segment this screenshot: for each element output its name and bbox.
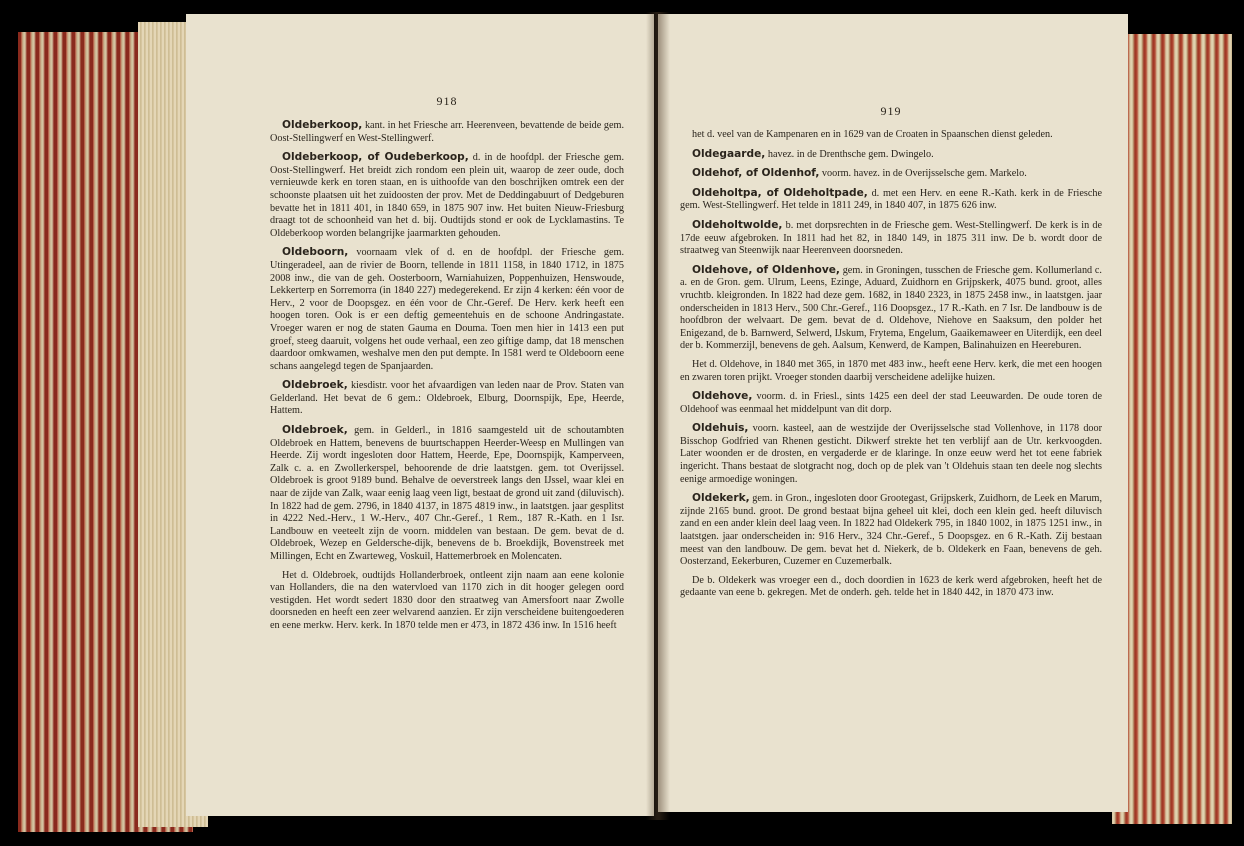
dictionary-entry [680,148,1102,162]
dictionary-entry [270,424,624,564]
entry-list [680,129,1102,600]
entry-text: Het d. Oldebroek, oudtijds Hollanderbroek, ontleent zijn naam aan eene kolonie van Hollanders, die na den watervloed van 1170 zich in dit hooger gelegen oord vestigden. Het wordt sedert 1830 door den straatweg van Amersfoort naar Zwolle doorsneden en heeft een zeer welvarend aanzien. Er zijn verscheidene buitengoederen en eene merkw. Herv. kerk. In 1870 telde men er 473, in 1872 436 inw. In 1516 heeft [270,569,624,631]
entry-text: d. in de hoofdpl. der Friesche gem. Oost-Stellingwerf. Het breidt zich rondom een plein uit, waarop de zeer oude, doch vernieuwde kerk en toren staan, en is uithoofde van den boschrijken omtrek een der schoonste plaatsen uit het zuidoosten der prov. Met de Deddingabuurt of Dedgeburen bevatte het in 1811 401, in 1840 659, in 1875 907 inw. Het buiten Nieuw-Friesburg draagt tot de schoonheid van het d. bij. Oudtijds stond er ook de Lycklamastins. Te Oldeberkoop worden belangrijke jaarmarkten gehouden. [270,152,624,239]
entry-text: gem. in Groningen, tusschen de Friesche gem. Kollumerland c. a. en de Gron. gem. Ulrum, Leens, Ezinge, Aduard, Zuidhorn en Grijpskerk, 4075 bund. groot, alles vruchtb. kleigronden. In 1822 had deze gem. 1682, in 1840 2323, in 1875 2458 inw., in laatstgen. jaar onderscheiden in 1813 Herv., 500 Chr.-Geref., 116 Doopsgez., 17 R.-Kath. en 7 Isr. De landbouw is de hoofdbron der welvaart. De gem. bevat de d. Oldehove, Niehove en Saaksum, den polder het Enigezand, de b. Barnwerd, Selwerd, IJskum, Frytema, Engelum, Gaaikemaweer en Uiterdijk, een deel der b. Kommerzijl, benevens de geh. Aalsum, Kenwerd, de Kampen, Balinahuizen en Heereburen. [680,264,1102,352]
entry-text: gem. in Gelderl., in 1816 saamgesteld uit de schoutambten Oldebroek en Hattem, benevens de buurtschappen Heerder-Weesp en Mullingen van Heerde. Zij wordt ingesloten door Hattem, Heerde, Epe, Doornspijk, Kamperveen, Zalk c. a. en Zwollerkerspel, behoorende de drie laatstgen. gem. tot Overijssel. Oldebroek is groot 9189 bund. Behalve de oeverstreek langs den IJssel, waar klei en naar de zijde van Zalk, waar eenig laag veen ligt, bestaat de grond uit zand (diluvisch). In 1822 had de gem. 2796, in 1840 4137, in 1875 4819 inw., in laatstgen. jaar gesplitst in 4222 Ned.-Herv., 1 W.-Herv., 407 Chr.-Geref., 1 Rem., 187 R.-Kath. en 1 Isr. Landbouw en veeteelt zijn de voorn. middelen van bestaan. De gem. bevat de d. Oldebroek, Wezep en Geldersche-dijk, benevens de b. Broekdijk, Bovenstreek met Millingen, Echt en Zwarteweg, Voskuil, Hattemerbroek en Molencaten. [270,425,624,562]
entry-text: het d. veel van de Kampenaren en in 1629 van de Croaten in Spaanschen dienst geleden. [692,129,1053,140]
page-number: 918 [436,94,458,108]
entry-text: gem. in Gron., ingesloten door Grootegast, Grijpskerk, Zuidhorn, de Leek en Marum, zijnde 2165 bund. groot. De grond bestaat bijna geheel uit klei, doch een klein ged. heeft diluvisch zand en een ander klein deel laag veen. In 1822 had Oldekerk 795, in 1840 1002, in 1875 1251 inw., in laatstgen. jaar onderscheiden in: 916 Herv., 324 Chr.-Geref., 5 Doopsgez. en 6 R.-Kath. Zij bestaan meest van den landbouw. De gem. bevat het d. Niekerk, de b. Oldekerk en Faan, benevens de geh. Oosterzand, Eekerburen, Cuzemer en Cuzemerbalk. [680,493,1102,568]
dictionary-entry [270,379,624,418]
dictionary-entry [270,119,624,145]
entry-headword: Oldekerk, [692,492,750,505]
right-page [658,14,1128,812]
dictionary-entry [680,575,1102,600]
dictionary-entry [680,167,1102,181]
left-page [186,14,654,816]
entry-text: voorm. d. in Friesl., sints 1425 een deel der stad Leeuwarden. De oude toren de Oldehoof was eenmaal het middelpunt van dit dorp. [680,391,1102,415]
entry-headword: Oldeberkoop, [282,119,363,131]
entry-headword: Oldehof, of Oldenhof, [692,167,820,180]
entry-text: havez. in de Drenthsche gem. Dwingelo. [765,148,934,160]
entry-text: De b. Oldekerk was vroeger een d., doch doordien in 1623 de kerk werd afgebroken, heeft het de gedaante van eene b. gekregen. Met de onderh. geh. telde het in 1840 442, in 1870 473 inw. [680,574,1102,599]
open-book [18,12,1232,832]
entry-headword: Oldehuis, [692,422,749,435]
dictionary-entry [270,246,624,373]
dictionary-entry [270,151,624,240]
entry-headword: Oldeboorn, [282,246,349,259]
entry-headword: Oldeberkoop, of Oudeberkoop, [282,151,469,164]
dictionary-entry [680,422,1102,486]
dictionary-entry [680,219,1102,258]
entry-headword: Oldegaarde, [692,147,766,160]
entry-text: voornaam vlek of d. en de hoofdpl. der Friesche gem. Utingeradeel, aan de rivier de Boorn, tellende in 1811 1158, in 1840 1712, in 1875 2008 inw., die van de geh. Oosterboorn, Warniahuizen, Poppenhuizen, Henswoude, Lekkerterp en Sorremorra (in 1840 227) medegerekend. Er zijn 4 kerken: één voor de Herv., 2 voor de Doopsgez. en één voor de Chr.-Geref. De Herv. kerk heeft een hoogen toren. Ook is er een deftig gemeentehuis en de schoone Andringastate. Vroeger waren er nog de staten Gauma en Douma. Toen men hier in 1413 een put groef, steeg daaruit, volgens het oude verhaal, een zeo giftige damp, dat 18 menschen daardoor omkwamen, weshalve men den put dempte. In 1581 werd te Oldeboorn eene schans aangelegd tegen de Spanjaarden. [270,247,624,372]
entry-text: b. met dorpsrechten in de Friesche gem. West-Stellingwerf. De kerk is in de 17de eeuw afgebroken. In 1811 had het 82, in 1840 149, in 1875 311 inw. De b. wordt door de straatweg van Steenwijk naar Heerenveen doorsneden. [680,219,1102,257]
entry-text: kant. in het Friesche arr. Heerenveen, bevattende de beide gem. Oost-Stellingwerf en West-Stellingwerf. [270,120,624,144]
entry-text: Het d. Oldehove, in 1840 met 365, in 1870 met 483 inw., heeft eene Herv. kerk, die met een hoogen en zwaren toren prijkt. Vroeger stonden daarbij verscheidene adelijke huizen. [680,358,1102,383]
entry-text: voorn. kasteel, aan de westzijde der Overijsselsche stad Vollenhove, in 1178 door Bisschop Godfried van Rhenen gesticht. Dikwerf strekte het ten verblijf aan de Utr. kerkvoogden. Later woonden er de drosten, en vergaderde er de klaringe. In onze eeuw werd het tot eene fabriek ingericht. Thans bestaat de slotgracht nog, doch op de plek van 't Oldehuis staan ten deele nog slechts eenige armoedige woningen. [680,423,1102,485]
entry-text: kiesdistr. voor het afvaardigen van leden naar de Prov. Staten van Gelderland. Het bevat de 6 gem.: Oldebroek, Elburg, Doornspijk, Epe, Heerde, Hattem. [270,380,624,417]
entry-headword: Oldehove, [692,390,753,403]
book-gutter [646,12,670,820]
entry-headword: Oldehove, of Oldenhove, [692,263,840,276]
entry-headword: Oldebroek, [282,379,348,392]
entry-text: voorm. havez. in de Overijsselsche gem. Markelo. [819,168,1027,180]
entry-text: d. met een Herv. en eene R.-Kath. kerk in de Friesche gem. West-Stellingwerf. Het telde in 1811 249, in 1840 407, in 1875 626 inw. [680,187,1102,212]
dictionary-entry [680,390,1102,416]
dictionary-entry [680,264,1102,353]
dictionary-entry [680,129,1102,142]
entry-headword: Oldebroek, [282,424,348,437]
dictionary-entry [680,187,1102,213]
entry-headword: Oldeholtwolde, [692,218,783,231]
dictionary-entry [270,570,624,633]
page-number: 919 [880,104,902,118]
page-edges-right [1112,34,1232,824]
dictionary-entry [680,492,1102,569]
dictionary-entry [680,359,1102,384]
entry-headword: Oldeholtpa, of Oldeholtpade, [692,186,868,199]
entry-list [270,119,624,633]
